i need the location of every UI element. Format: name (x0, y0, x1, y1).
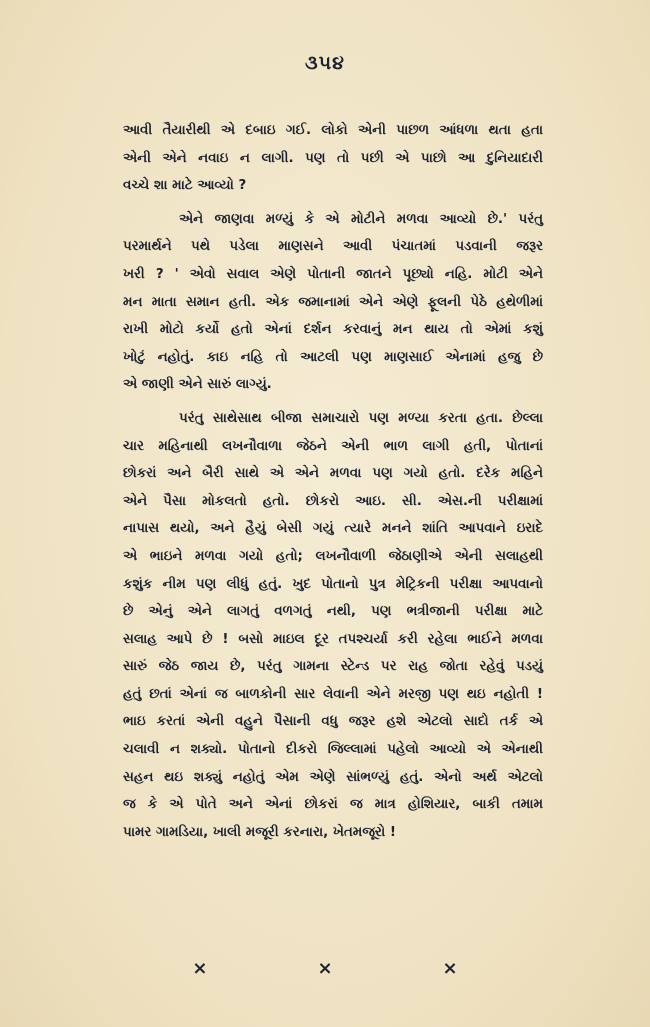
paragraph (123, 206, 543, 399)
text-line: ખોટું નહોતું. કાઇ નહિ તો આટલી પણ માણસાઈ એનામાં હજુ છે (123, 349, 543, 365)
text-line: સલાહ આપે છે ! બસો માઇલ દૂર તપશ્ચર્યા કરી રહેલા ભાઈને મળવા (123, 631, 543, 647)
text-line: હતું છતાં એનાં જ બાળકોની સાર લેવાની એને મરજી પણ થઇ નહોતી ! (123, 686, 543, 702)
separator-mark: × (192, 958, 208, 979)
text-line: એ જાણી એને સારું લાગ્યું. (123, 377, 272, 393)
text-line: પરમાર્થને પથે પડેલા માણસને આવી પંચાતમાં પડવાની જરૂર (123, 239, 543, 255)
text-line: સહન થઇ શક્યું નહોતું એમ એણે સાંભળ્યું હતું. એનો અર્થ એટલો (123, 769, 543, 785)
separator-mark: × (317, 958, 333, 979)
text-line: છે એનું એને લાગતું વળગતું નથી, પણ ભત્રીજાની પરીક્ષા માટે (123, 604, 543, 620)
paragraph (123, 117, 543, 200)
text-line: રાખી મોટો કર્યો હતો એનાં દર્શન કરવાનું મન થાય તો એમાં કશું (123, 322, 543, 338)
body-text (123, 117, 543, 846)
section-separator (0, 958, 650, 979)
text-line: સારું જેઠ જાય છે, પરંતુ ગામના સ્ટેન્ડ પર રાહ જોતા રહેવું પડયું (123, 659, 543, 675)
paragraph (123, 405, 543, 847)
text-line: મન માતા સમાન હતી. એક જમાનામાં એને એણે ફૂલની પેઠે હથેળીમાં (123, 294, 543, 310)
text-line: ખરી ? ' એવો સવાલ એણે પોતાની જાતને પૂછ્યો નહિ. મોટી એને (123, 266, 543, 282)
text-line: છોકરાં અને બૈરી સાથે એ એને મળવા પણ ગયો હતો. દરેક મહિને (123, 466, 543, 482)
text-line: કશુંક નીમ પણ લીધું હતું. ખુદ પોતાનો પુત્ર મેટ્રિકની પરીક્ષા આપવાનો (123, 576, 543, 592)
text-line: એને પૈસા મોકલતો હતો. છોકરો આઇ. સી. એસ.ની પરીક્ષામાં (123, 493, 543, 509)
text-line: એની એને નવાઇ ન લાગી. પણ તો પછી એ પાછો આ દુનિયાદારી (123, 150, 543, 166)
text-line: પરંતુ સાથેસાથ બીજા સમાચારો પણ મળ્યા કરતા હતા. છેલ્લા (179, 410, 543, 426)
text-line: જ કે એ પોતે અને એનાં છોકરાં જ માત્ર હોશિયાર, બાકી તમામ (123, 797, 543, 813)
text-line: વચ્ચે શા માટે આવ્યો ? (123, 178, 247, 194)
page-number: ૩૫૪ (305, 52, 345, 74)
separator-mark: × (442, 958, 458, 979)
text-line: એને જાણવા મળ્યું કે એ મોટીને મળવા આવ્યો છે.' પરંતુ (179, 211, 543, 227)
text-line: ચાર મહિનાથી લખનૌવાળા જેઠને એની ભાળ લાગી હતી, પોતાનાં (123, 438, 543, 454)
text-line: એ ભાઇને મળવા ગયો હતો; લખનૌવાળી જેઠાણીએ એની સલાહથી (123, 548, 543, 564)
text-line: નાપાસ થયો, અને હૈયું બેસી ગયું ત્યારે મનને શાંતિ આપવાને ઇરાદે (123, 521, 543, 537)
text-line: પામર ગામડિયા, ખાલી મજૂરી કરનારા, ખેતમજૂરો ! (123, 824, 396, 840)
text-line: આવી તૈયારીથી એ દબાઇ ગઈ. લોકો એની પાછળ આંધળા થતા હતા (123, 123, 543, 138)
text-line: ચલાવી ન શક્યો. પોતાનો દીકરો જિલ્લામાં પહેલો આવ્યો એ એનાથી (123, 742, 543, 758)
text-line: ભાઇ કરતાં એની વહુને પૈસાની વધુ જરૂર હશે એટલો સાદો તર્ક એ (123, 714, 543, 730)
